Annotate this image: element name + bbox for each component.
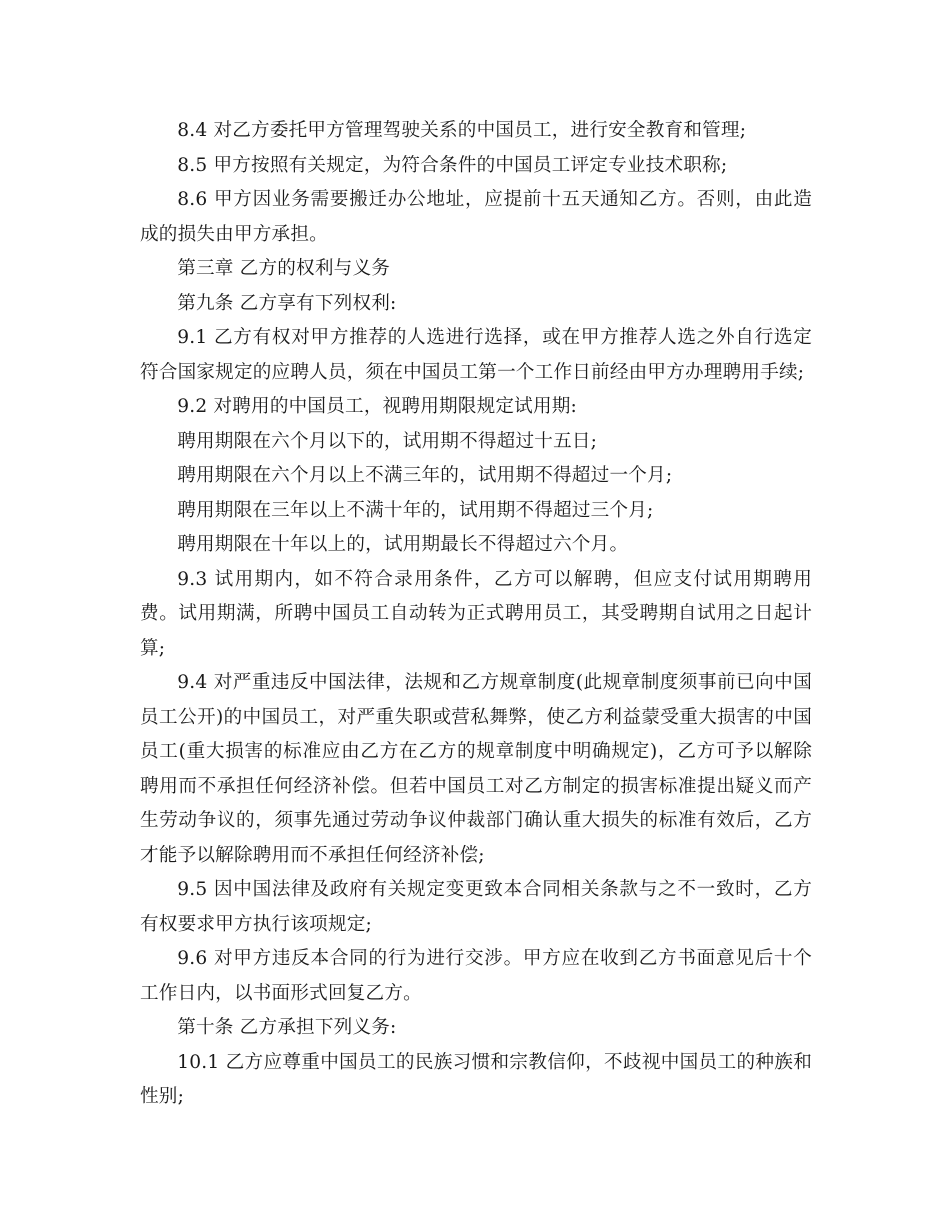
clause-9-5: 9.5 因中国法律及政府有关规定变更致本合同相关条款与之不一致时，乙方有权要求甲方执行该项规定; bbox=[140, 879, 812, 935]
chapter-heading: 第三章 乙方的权利与义务 bbox=[177, 258, 391, 279]
clause-9-2: 9.2 对聘用的中国员工，视聘用期限规定试用期: bbox=[177, 396, 578, 417]
clause-9-3: 9.3 试用期内，如不符合录用条件，乙方可以解聘，但应支付试用期聘用费。试用期满，所聘中国员工自动转为正式聘用员工，其受聘期自试用之日起计算; bbox=[140, 568, 812, 659]
clause-8-6: 8.6 甲方因业务需要搬迁办公地址，应提前十五天通知乙方。否则，由此造成的损失由甲方承担。 bbox=[140, 189, 812, 245]
probation-rule-3: 聘用期限在三年以上不满十年的，试用期不得超过三个月; bbox=[177, 499, 654, 521]
document-body bbox=[140, 114, 812, 1115]
clause-10-1: 10.1 乙方应尊重中国员工的民族习惯和宗教信仰，不歧视中国员工的种族和性别; bbox=[140, 1051, 812, 1107]
clause-8-5: 8.5 甲方按照有关规定，为符合条件的中国员工评定专业技术职称; bbox=[177, 154, 728, 176]
probation-rule-4: 聘用期限在十年以上的，试用期最长不得超过六个月。 bbox=[177, 534, 629, 555]
probation-rule-2: 聘用期限在六个月以上不满三年的，试用期不得超过一个月; bbox=[177, 465, 673, 486]
probation-rule-1: 聘用期限在六个月以下的，试用期不得超过十五日; bbox=[177, 430, 598, 452]
clause-8-4: 8.4 对乙方委托甲方管理驾驶关系的中国员工，进行安全教育和管理; bbox=[177, 120, 747, 141]
article-9-heading: 第九条 乙方享有下列权利: bbox=[177, 292, 397, 314]
clause-9-6: 9.6 对甲方违反本合同的行为进行交涉。甲方应在收到乙方书面意见后十个工作日内，以书面形式回复乙方。 bbox=[140, 948, 812, 1004]
clause-9-1: 9.1 乙方有权对甲方推荐的人选进行选择，或在甲方推荐人选之外自行选定符合国家规定的应聘人员，须在中国员工第一个工作日前经由甲方办理聘用手续; bbox=[140, 327, 812, 383]
clause-9-4: 9.4 对严重违反中国法律，法规和乙方规章制度(此规章制度须事前已向中国员工公开)的中国员工，对严重失职或营私舞弊，使乙方利益蒙受重大损害的中国员工(重大损害的标准应由乙方在乙方的规章制度中明确规定)，乙方可予以解除聘用而不承担任何经济补偿。但若中国员工对乙方制定的损害标准提出疑义而产生劳动争议的，须事先通过劳动争议仲裁部门确认重大损失的标准有效后，乙方才能予以解除聘用而不承担任何经济补偿; bbox=[140, 672, 812, 866]
article-10-heading: 第十条 乙方承担下列义务: bbox=[177, 1017, 397, 1038]
